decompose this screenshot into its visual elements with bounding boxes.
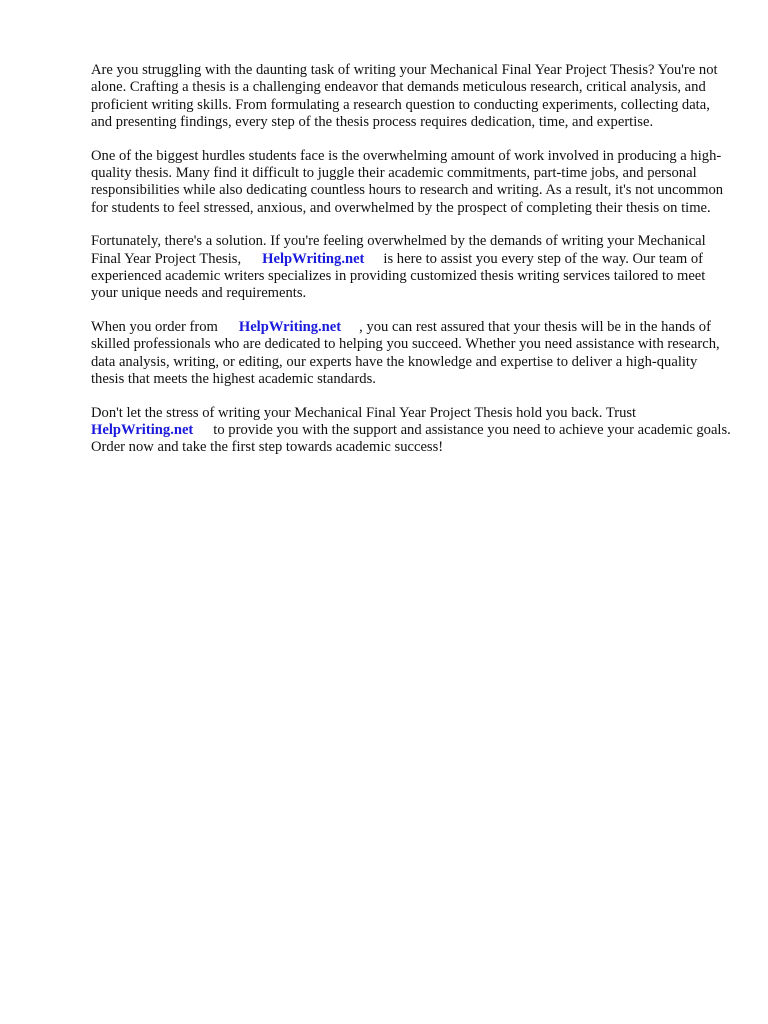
paragraph-order <box>91 319 731 389</box>
paragraph-cta <box>91 405 731 457</box>
helpwriting-link[interactable]: HelpWriting.net <box>91 421 194 438</box>
paragraph-cta-text-end: to provide you with the support and assistance you need to achieve your academic goals. Order now and take the first step towards academic success! <box>91 421 731 456</box>
document-page <box>91 62 731 473</box>
paragraph-order-text-start: When you order from <box>91 318 218 335</box>
paragraph-solution-text-end: is here to assist you every step of the way. Our team of experienced academic writers specializes in providing customized thesis writing services tailored to meet your unique needs and requirements. <box>91 250 706 302</box>
paragraph-hurdles: One of the biggest hurdles students face is the overwhelming amount of work involved in producing a high-quality thesis. Many find it difficult to juggle their academic commitments, part-time jobs, and personal responsibilities while also dedicating countless hours to research and writing. As a result, it's not uncommon for students to feel stressed, anxious, and overwhelmed by the prospect of completing their thesis on time. <box>91 147 724 216</box>
helpwriting-link[interactable]: HelpWriting.net <box>262 250 365 267</box>
paragraph-solution <box>91 233 731 303</box>
helpwriting-link[interactable]: HelpWriting.net <box>238 318 342 335</box>
paragraph-solution-text-start: Fortunately, there's a solution. If you're feeling overwhelmed by the demands of writing your Mechanical Final Year Project Thesis, <box>91 233 706 267</box>
paragraph-order-text-end: , you can rest assured that your thesis will be in the hands of skilled professionals who are dedicated to helping you succeed. Whether you need assistance with research, data analysis, writing, or editing, our experts have the knowledge and expertise to deliver a high-quality thesis that meets the highest academic standards. <box>91 318 720 388</box>
paragraph-intro: Are you struggling with the daunting task of writing your Mechanical Final Year Project Thesis? You're not alone. Crafting a thesis is a challenging endeavor that demands meticulous research, critical analysis, and proficient writing skills. From formulating a research question to conducting experiments, collecting data, and presenting findings, every step of the thesis process requires dedication, time, and expertise. <box>91 62 718 131</box>
paragraph-cta-text-start: Don't let the stress of writing your Mechanical Final Year Project Thesis hold you back. Trust <box>91 404 637 421</box>
